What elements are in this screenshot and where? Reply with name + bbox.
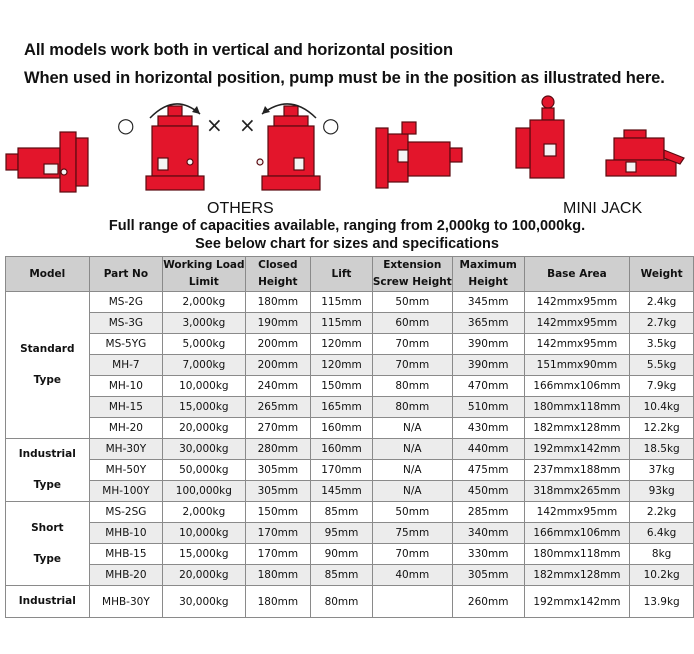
model-label: Standard: [20, 343, 75, 355]
table-cell: 85mm: [311, 502, 373, 523]
table-cell: 165mm: [311, 397, 373, 418]
table-cell: 100,000kg: [163, 481, 245, 502]
table-cell: 160mm: [311, 439, 373, 460]
table-cell: 192mmx142mm: [524, 439, 630, 460]
model-label: Short: [31, 521, 64, 534]
header-line-2: When used in horizontal position, pump must be in the position as illustrated here.: [24, 69, 665, 87]
table-cell: 170mm: [245, 544, 311, 565]
model-cell: [6, 502, 90, 586]
table-cell: MHB-15: [89, 544, 163, 565]
table-cell: 30,000kg: [163, 586, 245, 618]
table-cell: 70mm: [372, 355, 452, 376]
table-cell: 190mm: [245, 313, 311, 334]
ok-mark-icon: ○: [117, 113, 135, 137]
table-cell: 13.9kg: [630, 586, 694, 618]
table-cell: 10.2kg: [630, 565, 694, 586]
header-load: Working Load Limit: [163, 257, 245, 292]
table-cell: 340mm: [452, 523, 524, 544]
table-cell: MS-3G: [89, 313, 163, 334]
table-cell: 20,000kg: [163, 418, 245, 439]
table-cell: 85mm: [311, 565, 373, 586]
table-cell: 7,000kg: [163, 355, 245, 376]
table-cell: MH-30Y: [89, 439, 163, 460]
header-model: Model: [6, 257, 90, 292]
table-cell: 60mm: [372, 313, 452, 334]
table-row: [6, 355, 694, 376]
header-base-area: Base Area: [524, 257, 630, 292]
table-row: [6, 334, 694, 355]
header-weight: Weight: [630, 257, 694, 292]
wrong-mark-icon: ×: [239, 113, 256, 137]
table-cell: 237mmx188mm: [524, 460, 630, 481]
table-row: [6, 460, 694, 481]
table-cell: MH-100Y: [89, 481, 163, 502]
table-cell: 70mm: [372, 544, 452, 565]
table-cell: 80mm: [372, 376, 452, 397]
table-cell: 270mm: [245, 418, 311, 439]
table-row: [6, 481, 694, 502]
model-label: Type: [33, 479, 61, 491]
table-cell: 180mm: [245, 586, 311, 618]
table-cell: 18.5kg: [630, 439, 694, 460]
table-cell: 430mm: [452, 418, 524, 439]
table-cell: 180mmx118mm: [524, 397, 630, 418]
table-cell: 70mm: [372, 334, 452, 355]
subtitle-line-1: Full range of capacities available, ranging from 2,000kg to 100,000kg.: [108, 218, 586, 234]
table-cell: 80mm: [372, 397, 452, 418]
table-cell: 95mm: [311, 523, 373, 544]
table-cell: 142mmx95mm: [524, 292, 630, 313]
table-cell: 170mm: [245, 523, 311, 544]
table-cell: 200mm: [245, 334, 311, 355]
table-cell: 305mm: [452, 565, 524, 586]
table-header-row: [6, 257, 694, 292]
table-cell: N/A: [372, 481, 452, 502]
table-cell: 2,000kg: [163, 292, 245, 313]
wrong-mark-icon: ×: [206, 113, 223, 137]
table-cell: 285mm: [452, 502, 524, 523]
table-cell: MH-20: [89, 418, 163, 439]
table-cell: 142mmx95mm: [524, 313, 630, 334]
model-cell: [6, 439, 90, 502]
table-cell: 166mmx106mm: [524, 376, 630, 397]
table-cell: 115mm: [311, 292, 373, 313]
table-cell: 182mmx128mm: [524, 565, 630, 586]
table-cell: 10.4kg: [630, 397, 694, 418]
table-cell: 192mmx142mm: [524, 586, 630, 618]
table-cell: 37kg: [630, 460, 694, 481]
table-cell: MH-7: [89, 355, 163, 376]
table-cell: 305mm: [245, 460, 311, 481]
table-cell: 160mm: [311, 418, 373, 439]
model-label: Type: [33, 552, 61, 565]
table-cell: [372, 586, 452, 618]
table-cell: 170mm: [311, 460, 373, 481]
table-cell: 510mm: [452, 397, 524, 418]
vertical-jack-illustration-2: [146, 106, 204, 190]
table-cell: N/A: [372, 418, 452, 439]
table-row: [6, 439, 694, 460]
table-cell: MH-50Y: [89, 460, 163, 481]
table-cell: 2,000kg: [163, 502, 245, 523]
table-row: [6, 523, 694, 544]
table-cell: 150mm: [311, 376, 373, 397]
table-cell: 80mm: [311, 586, 373, 618]
model-cell: [6, 292, 90, 439]
table-cell: 145mm: [311, 481, 373, 502]
table-cell: N/A: [372, 460, 452, 481]
table-cell: 260mm: [452, 586, 524, 618]
table-row: [6, 544, 694, 565]
table-cell: 440mm: [452, 439, 524, 460]
table-cell: MS-2SG: [89, 502, 163, 523]
table-row: [6, 565, 694, 586]
header-closed-height: Closed Height: [245, 257, 311, 292]
table-cell: 450mm: [452, 481, 524, 502]
table-row: [6, 313, 694, 334]
table-cell: MS-5YG: [89, 334, 163, 355]
table-cell: MHB-30Y: [89, 586, 163, 618]
subtitle-line-2: See below chart for sizes and specifications: [195, 236, 499, 252]
table-cell: 6.4kg: [630, 523, 694, 544]
table-cell: 90mm: [311, 544, 373, 565]
table-row: [6, 397, 694, 418]
table-cell: 180mm: [245, 292, 311, 313]
table-cell: 151mmx90mm: [524, 355, 630, 376]
header-max-height: Maximum Height: [452, 257, 524, 292]
model-label: Industrial: [18, 595, 76, 607]
table-cell: 5,000kg: [163, 334, 245, 355]
mini-jack-illustration-5: [516, 96, 564, 178]
table-cell: 50,000kg: [163, 460, 245, 481]
header-line-1: All models work both in vertical and horizontal position: [24, 41, 453, 59]
header-lift: Lift: [311, 257, 373, 292]
table-cell: 142mmx95mm: [524, 502, 630, 523]
table-cell: 475mm: [452, 460, 524, 481]
table-cell: 2.7kg: [630, 313, 694, 334]
horizontal-jack-illustration-4: [376, 122, 462, 188]
table-cell: 7.9kg: [630, 376, 694, 397]
table-cell: 2.4kg: [630, 292, 694, 313]
table-cell: MHB-20: [89, 565, 163, 586]
table-cell: 318mmx265mm: [524, 481, 630, 502]
table-cell: 345mm: [452, 292, 524, 313]
table-cell: MH-15: [89, 397, 163, 418]
table-cell: 390mm: [452, 355, 524, 376]
table-cell: MS-2G: [89, 292, 163, 313]
table-cell: 182mmx128mm: [524, 418, 630, 439]
table-cell: 280mm: [245, 439, 311, 460]
table-row: [6, 292, 694, 313]
jack-illustrations: [0, 92, 694, 200]
table-cell: MH-10: [89, 376, 163, 397]
header-part-no: Part No: [89, 257, 163, 292]
table-cell: 120mm: [311, 355, 373, 376]
mini-jack-illustration-6: [606, 130, 684, 176]
table-row: [6, 376, 694, 397]
table-cell: 166mmx106mm: [524, 523, 630, 544]
table-cell: 3.5kg: [630, 334, 694, 355]
table-cell: 10,000kg: [163, 376, 245, 397]
table-cell: 330mm: [452, 544, 524, 565]
table-cell: 120mm: [311, 334, 373, 355]
table-cell: 265mm: [245, 397, 311, 418]
others-label: OTHERS: [207, 200, 274, 217]
table-cell: 390mm: [452, 334, 524, 355]
table-cell: 15,000kg: [163, 544, 245, 565]
table-cell: 5.5kg: [630, 355, 694, 376]
table-cell: 40mm: [372, 565, 452, 586]
table-cell: 8kg: [630, 544, 694, 565]
model-cell: [6, 586, 90, 618]
table-cell: 150mm: [245, 502, 311, 523]
horizontal-jack-illustration-1: [6, 132, 88, 192]
table-row: [6, 502, 694, 523]
table-cell: 10,000kg: [163, 523, 245, 544]
table-cell: N/A: [372, 439, 452, 460]
model-label: Industrial: [18, 448, 76, 460]
table-cell: 15,000kg: [163, 397, 245, 418]
table-row: [6, 586, 694, 618]
table-cell: 305mm: [245, 481, 311, 502]
table-cell: 180mmx118mm: [524, 544, 630, 565]
vertical-jack-illustration-3: [257, 106, 320, 190]
table-cell: 12.2kg: [630, 418, 694, 439]
table-row: [6, 418, 694, 439]
table-cell: 2.2kg: [630, 502, 694, 523]
table-cell: 365mm: [452, 313, 524, 334]
table-cell: 3,000kg: [163, 313, 245, 334]
table-cell: MHB-10: [89, 523, 163, 544]
table-cell: 200mm: [245, 355, 311, 376]
ok-mark-icon: ○: [322, 113, 340, 137]
table-cell: 240mm: [245, 376, 311, 397]
table-cell: 115mm: [311, 313, 373, 334]
mini-jack-label: MINI JACK: [563, 200, 643, 217]
table-cell: 50mm: [372, 292, 452, 313]
table-cell: 180mm: [245, 565, 311, 586]
header-extension: Extension Screw Height: [372, 257, 452, 292]
table-cell: 470mm: [452, 376, 524, 397]
table-cell: 93kg: [630, 481, 694, 502]
table-cell: 75mm: [372, 523, 452, 544]
model-label: Type: [33, 374, 61, 386]
spec-table: [5, 256, 694, 618]
table-cell: 142mmx95mm: [524, 334, 630, 355]
table-cell: 30,000kg: [163, 439, 245, 460]
table-cell: 50mm: [372, 502, 452, 523]
table-cell: 20,000kg: [163, 565, 245, 586]
